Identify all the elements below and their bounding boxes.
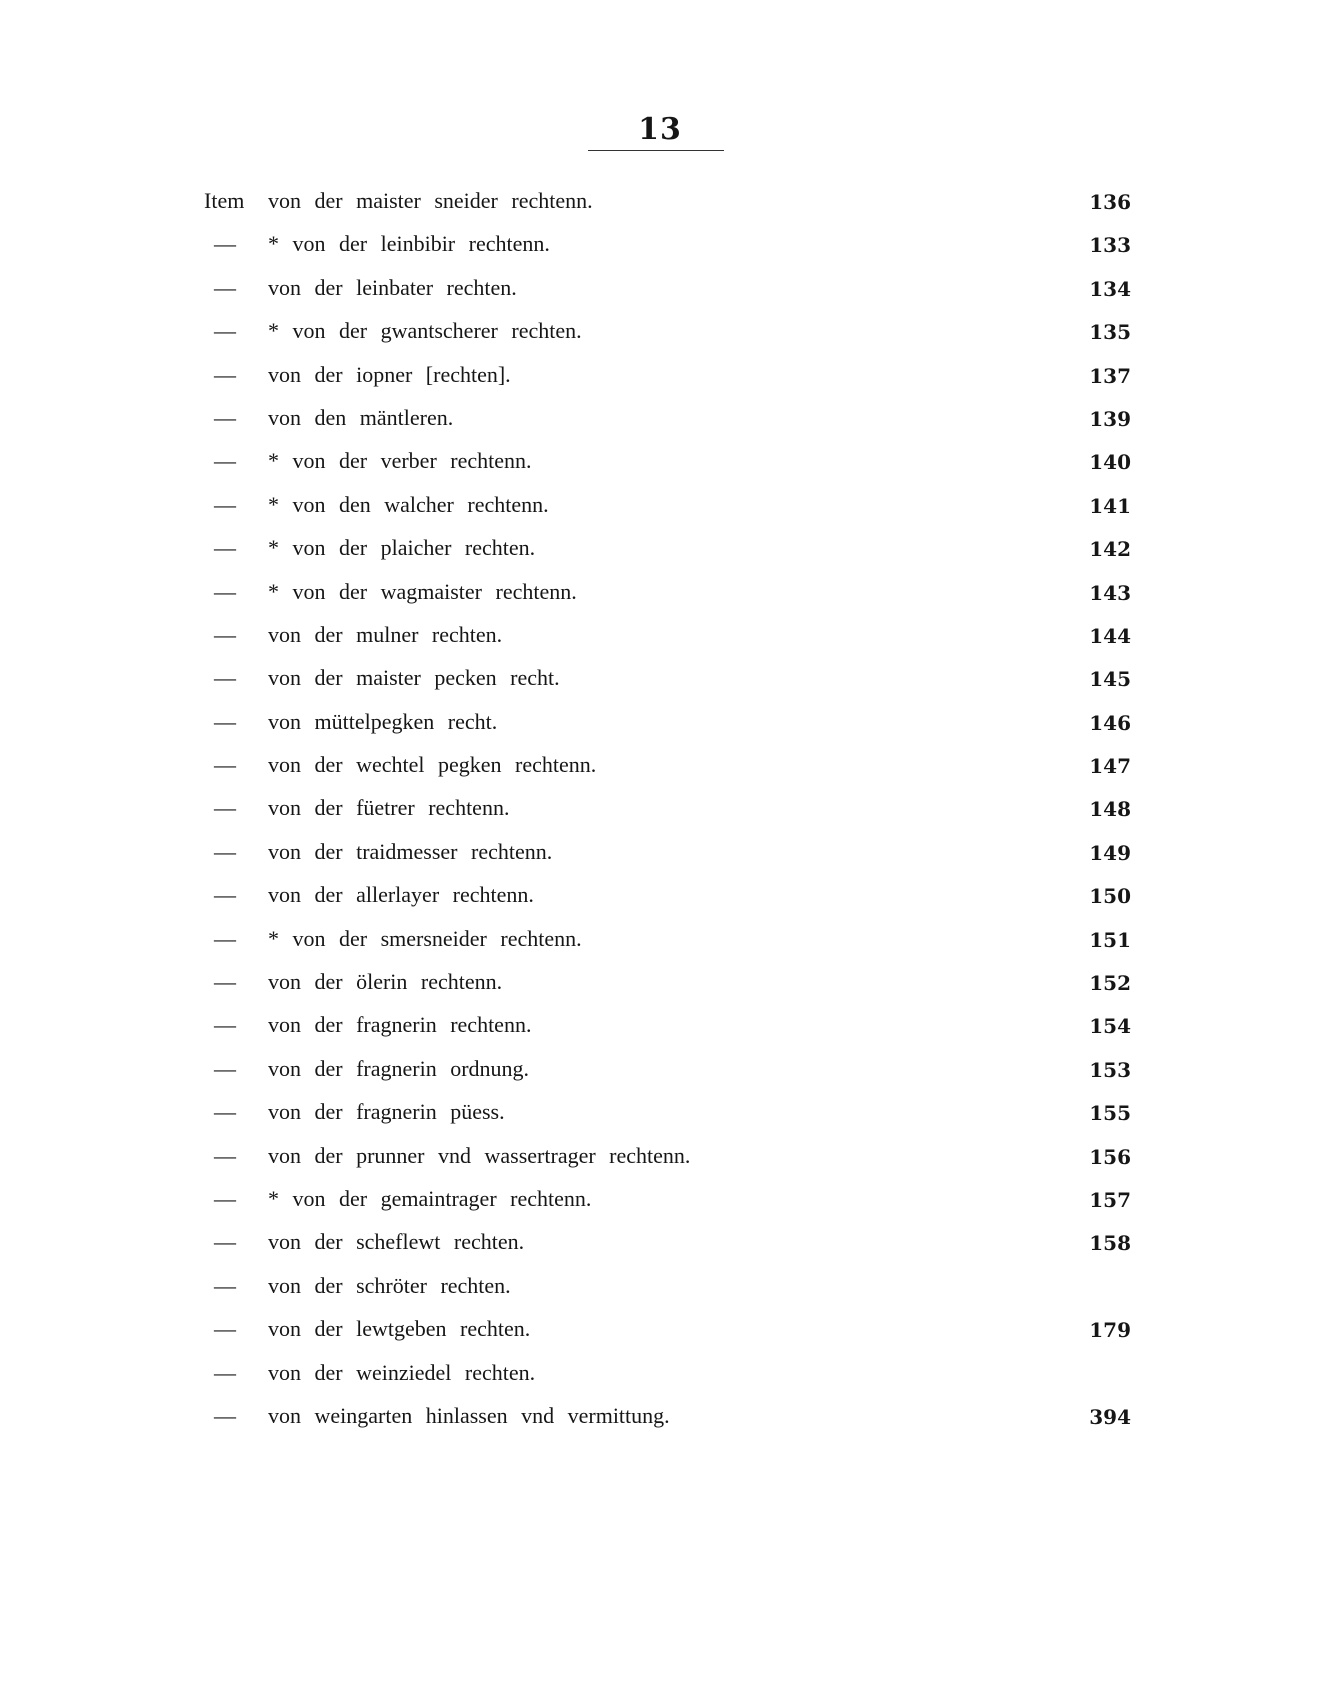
entry-page-number: 135 <box>1089 320 1131 345</box>
entry-page-number: 152 <box>1089 971 1131 996</box>
toc-entry <box>0 442 1337 485</box>
entry-title: von der scheflewt rechten. <box>268 1229 525 1255</box>
entry-title: von weingarten hinlassen vnd vermittung. <box>268 1402 670 1428</box>
toc-entry <box>0 312 1337 355</box>
toc-entry <box>0 399 1337 442</box>
toc-entry <box>0 963 1337 1006</box>
entry-lead-dash: — <box>214 795 236 821</box>
entry-page-number: 154 <box>1089 1014 1131 1039</box>
entry-lead-dash: — <box>214 1359 236 1385</box>
entry-lead-dash: — <box>214 535 236 561</box>
toc-entry <box>0 1267 1337 1310</box>
entry-title: * von der wagmaister rechtenn. <box>268 578 577 604</box>
entry-lead-dash: — <box>214 665 236 691</box>
entry-title: von der maister pecken recht. <box>268 665 560 691</box>
entry-lead-dash: — <box>214 1012 236 1038</box>
entry-page-number: 144 <box>1089 623 1131 648</box>
entry-page-number: 394 <box>1089 1404 1131 1429</box>
entry-page-number: 145 <box>1089 667 1131 692</box>
entry-page-number: 148 <box>1089 797 1131 822</box>
entry-page-number: 141 <box>1089 493 1131 518</box>
entry-lead-dash: — <box>214 925 236 951</box>
entry-lead-dash: — <box>214 1316 236 1342</box>
entry-page-number: 142 <box>1089 537 1131 562</box>
entry-lead-dash: — <box>214 1055 236 1081</box>
entry-title: von der fragnerin rechtenn. <box>268 1012 532 1038</box>
toc-entry <box>0 703 1337 746</box>
toc-entry <box>0 1093 1337 1136</box>
entry-lead-dash: — <box>214 969 236 995</box>
entry-lead-dash: — <box>214 361 236 387</box>
toc-entry <box>0 1180 1337 1223</box>
entry-title: * von den walcher rechtenn. <box>268 491 549 517</box>
entry-page-number: 153 <box>1089 1057 1131 1082</box>
toc-entry <box>0 182 1337 225</box>
table-of-contents <box>0 182 1337 1440</box>
entry-lead-dash: — <box>214 1099 236 1125</box>
entry-page-number: 133 <box>1089 233 1131 258</box>
toc-entry <box>0 1223 1337 1266</box>
entry-title: * von der verber rechtenn. <box>268 448 532 474</box>
entry-title: von der maister sneider rechtenn. <box>268 188 593 213</box>
entry-title: von der schröter rechten. <box>268 1272 511 1298</box>
toc-entry <box>0 1050 1337 1093</box>
entry-title: von der ölerin rechtenn. <box>268 969 503 995</box>
entry-lead-dash: — <box>214 1185 236 1211</box>
entry-lead-item: Item <box>204 188 245 213</box>
entry-title: von der prunner vnd wassertrager rechtenn. <box>268 1142 691 1168</box>
entry-page-number: 137 <box>1089 363 1131 388</box>
entry-lead-dash: — <box>214 578 236 604</box>
entry-page-number: 150 <box>1089 884 1131 909</box>
page-number: 13 <box>638 112 682 147</box>
entry-page-number: 147 <box>1089 754 1131 779</box>
entry-title: von der allerlayer rechtenn. <box>268 882 534 908</box>
entry-page-number: 136 <box>1089 190 1131 214</box>
entry-page-number: 155 <box>1089 1101 1131 1126</box>
entry-page-number: 157 <box>1089 1187 1131 1212</box>
entry-title: von den mäntleren. <box>268 404 454 430</box>
entry-title: von der mulner rechten. <box>268 621 503 647</box>
toc-entry <box>0 833 1337 876</box>
toc-entry <box>0 573 1337 616</box>
toc-entry <box>0 1310 1337 1353</box>
toc-entry <box>0 1137 1337 1180</box>
entry-lead-dash: — <box>214 838 236 864</box>
entry-title: * von der gwantscherer rechten. <box>268 318 582 344</box>
toc-entry <box>0 1006 1337 1049</box>
entry-page-number: 134 <box>1089 276 1131 301</box>
entry-title: * von der smersneider rechtenn. <box>268 925 582 951</box>
entry-lead-dash: — <box>214 1402 236 1428</box>
entry-lead-dash: — <box>214 491 236 517</box>
toc-entry <box>0 486 1337 529</box>
entry-title: von der lewtgeben rechten. <box>268 1316 531 1342</box>
entry-lead-dash: — <box>214 318 236 344</box>
entry-title: * von der gemaintrager rechtenn. <box>268 1185 592 1211</box>
header-rule <box>588 150 724 151</box>
entry-page-number: 139 <box>1089 406 1131 431</box>
entry-title: von der weinziedel rechten. <box>268 1359 536 1385</box>
toc-entry <box>0 659 1337 702</box>
entry-title: von der füetrer rechtenn. <box>268 795 510 821</box>
entry-title: von müttelpegken recht. <box>268 708 498 734</box>
toc-entry <box>0 746 1337 789</box>
entry-lead-dash: — <box>214 1229 236 1255</box>
entry-lead-dash: — <box>214 1272 236 1298</box>
toc-entry <box>0 616 1337 659</box>
entry-page-number: 140 <box>1089 450 1131 475</box>
toc-entry <box>0 225 1337 268</box>
toc-entry <box>0 789 1337 832</box>
toc-entry <box>0 1354 1337 1397</box>
toc-entry <box>0 356 1337 399</box>
toc-entry <box>0 876 1337 919</box>
entry-lead-dash: — <box>214 274 236 300</box>
entry-page-number: 179 <box>1089 1318 1131 1343</box>
entry-lead-dash: — <box>214 448 236 474</box>
entry-title: von der fragnerin ordnung. <box>268 1055 530 1081</box>
entry-lead-dash: — <box>214 708 236 734</box>
entry-page-number: 158 <box>1089 1231 1131 1256</box>
entry-lead-dash: — <box>214 621 236 647</box>
toc-entry <box>0 920 1337 963</box>
entry-page-number: 143 <box>1089 580 1131 605</box>
entry-title: von der wechtel pegken rechtenn. <box>268 752 597 778</box>
entry-lead-dash: — <box>214 882 236 908</box>
entry-title: * von der plaicher rechten. <box>268 535 536 561</box>
entry-title: von der leinbater rechten. <box>268 274 517 300</box>
entry-page-number: 149 <box>1089 840 1131 865</box>
entry-lead-dash: — <box>214 1142 236 1168</box>
entry-lead-dash: — <box>214 231 236 257</box>
entry-title: von der iopner [rechten]. <box>268 361 511 387</box>
entry-lead-dash: — <box>214 752 236 778</box>
entry-page-number: 146 <box>1089 710 1131 735</box>
entry-title: * von der leinbibir rechtenn. <box>268 231 550 257</box>
entry-lead-dash: — <box>214 404 236 430</box>
entry-title: von der fragnerin püess. <box>268 1099 505 1125</box>
entry-page-number: 156 <box>1089 1144 1131 1169</box>
entry-title: von der traidmesser rechtenn. <box>268 838 553 864</box>
toc-entry <box>0 1397 1337 1440</box>
entry-page-number: 151 <box>1089 927 1131 952</box>
toc-entry <box>0 529 1337 572</box>
toc-entry <box>0 269 1337 312</box>
